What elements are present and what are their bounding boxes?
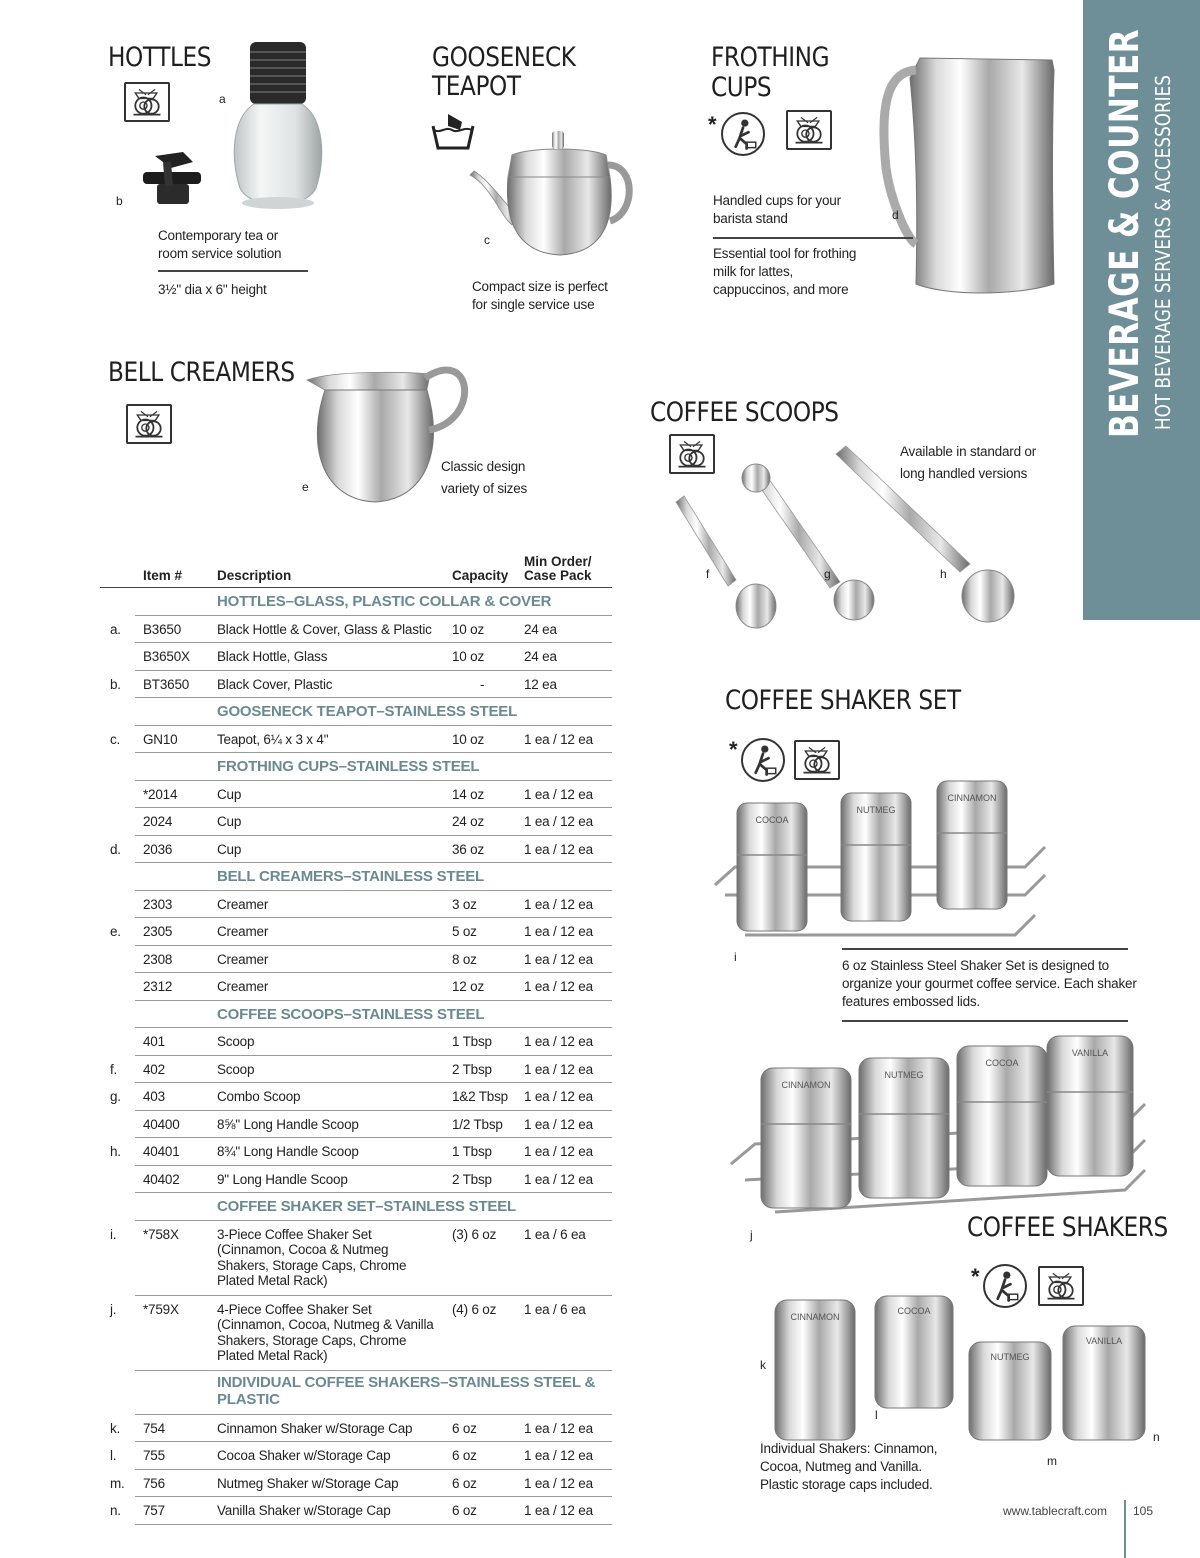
row-description: Cup: [217, 786, 242, 802]
coffee-scoops-image: [670, 440, 1040, 650]
shaker-set-rule-top: [842, 948, 1128, 950]
shaker-label-2: COCOA: [897, 1306, 931, 1316]
row-letter: i.: [110, 1226, 117, 1242]
col-capacity: Capacity: [452, 568, 509, 583]
banner-subtitle: HOT BEVERAGE SERVERS & ACCESSORIES: [1151, 75, 1175, 430]
row-capacity: 10 oz: [452, 731, 485, 747]
table-row: [110, 616, 612, 644]
shaker-label-3: NUTMEG: [990, 1352, 1030, 1362]
row-min-order: 24 ea: [524, 621, 557, 637]
set4-label-1: CINNAMON: [781, 1080, 831, 1090]
row-item-number: 2036: [143, 841, 173, 857]
coffee-shakers-image: [765, 1290, 1155, 1450]
shaker-set-rule-bottom: [842, 1020, 1128, 1022]
table-row: [135, 1166, 612, 1194]
row-letter: d.: [110, 841, 121, 857]
row-item-number: 755: [143, 1448, 165, 1463]
row-capacity: 1 Tbsp: [452, 1034, 492, 1049]
row-capacity: 6 oz: [452, 1420, 477, 1436]
shaker-label-4: VANILLA: [1085, 1336, 1123, 1346]
table-row: [135, 973, 612, 1001]
table-row: [135, 643, 612, 671]
item-letter-j: j: [750, 1228, 753, 1242]
shaker-label-1: CINNAMON: [790, 1312, 840, 1322]
row-description: Combo Scoop: [217, 1089, 301, 1104]
row-min-order: 1 ea / 12 ea: [524, 731, 593, 747]
table-row: [110, 1296, 612, 1371]
row-capacity: 10 oz: [452, 649, 485, 664]
item-letter-l: l: [875, 1408, 878, 1422]
set3-label-3: CINNAMON: [947, 793, 997, 803]
row-capacity: (4) 6 oz: [452, 1301, 497, 1317]
table-section-title: BELL CREAMERS–STAINLESS STEEL: [135, 863, 612, 891]
row-capacity: -: [480, 676, 485, 692]
set3-label-2: NUTMEG: [856, 805, 896, 815]
row-item-number: B3650: [143, 621, 182, 637]
footer-url[interactable]: www.tablecraft.com: [1003, 1504, 1108, 1518]
row-min-order: 1 ea / 6 ea: [524, 1301, 586, 1317]
item-letter-a: a: [219, 92, 226, 106]
hottle-image: [228, 38, 328, 218]
row-min-order: 1 ea / 12 ea: [524, 841, 593, 857]
table-row: [135, 946, 612, 974]
table-section-title: HOTTLES–GLASS, PLASTIC COLLAR & COVER: [135, 588, 612, 616]
row-min-order: 1 ea / 12 ea: [524, 1089, 593, 1104]
row-capacity: 6 oz: [452, 1448, 477, 1463]
item-letter-c: c: [484, 233, 490, 247]
row-description: Creamer: [217, 951, 269, 967]
row-min-order: 1 ea / 12 ea: [524, 1503, 593, 1518]
table-row: [135, 1028, 612, 1056]
row-min-order: 1 ea / 12 ea: [524, 1475, 593, 1491]
table-row: [110, 1083, 612, 1111]
row-item-number: *2014: [143, 786, 178, 802]
row-description: Cup: [217, 841, 242, 857]
row-capacity: 5 oz: [452, 924, 477, 939]
row-description: Vanilla Shaker w/Storage Cap: [217, 1503, 391, 1518]
row-item-number: GN10: [143, 731, 178, 747]
col-item: Item #: [143, 568, 183, 583]
spec-table: [100, 548, 612, 1525]
asterisk-note: *: [708, 112, 717, 137]
row-capacity: 12 oz: [452, 979, 485, 994]
row-description: 8¾" Long Handle Scoop: [217, 1144, 359, 1159]
footer-divider: [1124, 1500, 1126, 1558]
row-description: 4-Piece Coffee Shaker Set (Cinnamon, Cocoa, Nutmeg & Vanilla Shakers, Storage Caps, Chrome Plated Metal Rack): [217, 1301, 434, 1363]
row-item-number: 2308: [143, 951, 173, 967]
row-capacity: 1/2 Tbsp: [452, 1116, 503, 1132]
table-section-title: INDIVIDUAL COFFEE SHAKERS–STAINLESS STEEL & PLASTIC: [135, 1371, 612, 1415]
row-capacity: 8 oz: [452, 951, 477, 967]
row-description: Cup: [217, 814, 242, 829]
row-item-number: 2303: [143, 896, 173, 912]
shaker-set-caption: 6 oz Stainless Steel Shaker Set is designed to organize your gourmet coffee service. Each shaker features embossed lids.: [842, 958, 1137, 1009]
row-capacity: 36 oz: [452, 841, 485, 857]
table-body: [100, 588, 612, 1525]
row-description: 8⅝" Long Handle Scoop: [217, 1116, 359, 1132]
row-min-order: 1 ea / 12 ea: [524, 896, 593, 912]
row-capacity: 3 oz: [452, 896, 477, 912]
row-capacity: 1 Tbsp: [452, 1144, 492, 1159]
row-description: 9" Long Handle Scoop: [217, 1171, 348, 1187]
bell-creamers-heading: BELL CREAMERS: [108, 357, 295, 388]
table-section-title: COFFEE SHAKER SET–STAINLESS STEEL: [135, 1193, 612, 1221]
dishwasher-safe-icon: [794, 740, 840, 780]
shaker-set-4-image: [725, 1030, 1155, 1220]
frothing-cup-image: [876, 48, 1061, 298]
row-description: Cinnamon Shaker w/Storage Cap: [217, 1420, 413, 1436]
row-min-order: 1 ea / 6 ea: [524, 1226, 586, 1242]
row-item-number: 2312: [143, 979, 173, 994]
item-letter-b: b: [116, 194, 123, 208]
col-description: Description: [217, 568, 292, 583]
asterisk-note: *: [729, 737, 738, 762]
hand-wash-recommended-icon: [721, 112, 765, 156]
row-letter: j.: [110, 1301, 117, 1317]
row-item-number: 757: [143, 1503, 165, 1518]
row-description: Cocoa Shaker w/Storage Cap: [217, 1448, 391, 1463]
row-capacity: 6 oz: [452, 1475, 477, 1491]
table-row: [110, 1138, 612, 1166]
row-description: Black Cover, Plastic: [217, 676, 333, 692]
banner-title: BEVERAGE & COUNTER: [1102, 28, 1148, 438]
row-letter: m.: [110, 1475, 125, 1491]
set4-label-2: NUTMEG: [884, 1070, 924, 1080]
teapot-heading-line2: TEAPOT: [432, 71, 521, 102]
teapot-caption: Compact size is perfect for single service use: [472, 279, 608, 312]
row-letter: f.: [110, 1061, 118, 1077]
table-row: [135, 781, 612, 809]
row-item-number: *758X: [143, 1226, 179, 1242]
row-min-order: 1 ea / 12 ea: [524, 1144, 593, 1159]
hottles-rule: [158, 270, 308, 272]
table-section-title: FROTHING CUPS–STAINLESS STEEL: [135, 753, 612, 781]
row-min-order: 1 ea / 12 ea: [524, 951, 593, 967]
item-letter-n: n: [1153, 1430, 1160, 1444]
table-row: [110, 726, 612, 754]
dishwasher-safe-icon: [126, 404, 172, 444]
row-capacity: 2 Tbsp: [452, 1061, 492, 1077]
row-description: Creamer: [217, 979, 269, 994]
row-description: 3-Piece Coffee Shaker Set (Cinnamon, Cocoa & Nutmeg Shakers, Storage Caps, Chrome Plated Metal Rack): [217, 1226, 407, 1288]
coffee-shaker-set-heading: COFFEE SHAKER SET: [725, 685, 961, 716]
row-capacity: 1&2 Tbsp: [452, 1089, 508, 1104]
bell-creamers-caption: Classic design variety of sizes: [441, 459, 528, 496]
hottles-dimensions: 3½" dia x 6" height: [158, 282, 267, 297]
hottles-caption: Contemporary tea or room service solution: [158, 228, 282, 261]
table-row: [110, 1470, 612, 1498]
row-description: Black Hottle, Glass: [217, 649, 328, 664]
side-banner: [1083, 0, 1200, 620]
asterisk-note: *: [971, 1264, 980, 1289]
frothing-caption-2: Essential tool for frothing milk for lattes, cappuccinos, and more: [713, 246, 857, 297]
row-description: Scoop: [217, 1061, 255, 1077]
table-row: [135, 1111, 612, 1139]
row-min-order: 1 ea / 12 ea: [524, 979, 593, 994]
row-min-order: 1 ea / 12 ea: [524, 1448, 593, 1463]
hottles-heading: HOTTLES: [108, 42, 212, 73]
coffee-shakers-heading: COFFEE SHAKERS: [967, 1212, 1168, 1243]
row-letter: a.: [110, 621, 121, 637]
row-min-order: 1 ea / 12 ea: [524, 1420, 593, 1436]
row-description: Creamer: [217, 924, 269, 939]
dishwasher-safe-icon: [786, 110, 832, 150]
row-min-order: 24 ea: [524, 649, 557, 664]
table-row: [135, 891, 612, 919]
table-row: [110, 671, 612, 699]
table-row: [110, 918, 612, 946]
row-item-number: 40402: [143, 1171, 180, 1187]
row-item-number: 40400: [143, 1116, 180, 1132]
row-item-number: 401: [143, 1034, 165, 1049]
row-item-number: B3650X: [143, 649, 190, 664]
coffee-scoops-heading: COFFEE SCOOPS: [650, 397, 839, 428]
set3-label-1: COCOA: [755, 815, 789, 825]
table-header: [100, 548, 612, 588]
col-min-line1: Min Order/: [524, 554, 592, 569]
row-item-number: *759X: [143, 1301, 179, 1317]
item-letter-k: k: [760, 1358, 766, 1372]
row-item-number: 2305: [143, 924, 173, 939]
hottle-cover-image: [133, 150, 208, 210]
side-banner-text: [1083, 0, 1200, 620]
item-letter-g: g: [824, 567, 831, 581]
row-min-order: 1 ea / 12 ea: [524, 1061, 593, 1077]
row-capacity: 6 oz: [452, 1503, 477, 1518]
table-row: [110, 1415, 612, 1443]
row-min-order: 12 ea: [524, 676, 557, 692]
frothing-heading-line1: FROTHING: [711, 42, 830, 73]
frothing-heading-line2: CUPS: [711, 72, 772, 103]
row-min-order: 1 ea / 12 ea: [524, 1116, 593, 1132]
row-item-number: 40401: [143, 1144, 180, 1159]
shaker-set-3-image: [705, 775, 1055, 950]
table-row: [110, 836, 612, 864]
frothing-rule: [713, 237, 913, 239]
row-item-number: 403: [143, 1089, 165, 1104]
table-row: [110, 1442, 612, 1470]
table-row: [110, 1497, 612, 1525]
row-capacity: 2 Tbsp: [452, 1171, 492, 1187]
row-description: Black Hottle & Cover, Glass & Plastic: [217, 621, 432, 637]
row-min-order: 1 ea / 12 ea: [524, 924, 593, 939]
item-letter-e: e: [302, 480, 309, 494]
row-letter: b.: [110, 676, 121, 692]
row-description: Creamer: [217, 896, 269, 912]
row-item-number: 402: [143, 1061, 165, 1077]
item-letter-h: h: [940, 567, 947, 581]
row-min-order: 1 ea / 12 ea: [524, 786, 593, 802]
row-letter: c.: [110, 731, 121, 747]
row-letter: k.: [110, 1420, 121, 1436]
table-row: [110, 1221, 612, 1296]
row-capacity: 14 oz: [452, 786, 485, 802]
set4-label-3: COCOA: [985, 1058, 1019, 1068]
coffee-shakers-caption: Individual Shakers: Cinnamon, Cocoa, Nutmeg and Vanilla. Plastic storage caps included.: [760, 1441, 938, 1492]
row-letter: l.: [110, 1448, 117, 1463]
row-letter: n.: [110, 1503, 121, 1518]
row-letter: e.: [110, 924, 121, 939]
set4-label-4: VANILLA: [1071, 1048, 1109, 1058]
col-min-line2: Case Pack: [524, 568, 592, 583]
row-item-number: 2024: [143, 814, 173, 829]
item-letter-f: f: [706, 567, 710, 581]
item-letter-d: d: [892, 208, 899, 222]
frothing-caption-1: Handled cups for your barista stand: [713, 193, 841, 226]
row-min-order: 1 ea / 12 ea: [524, 1171, 593, 1187]
item-letter-m: m: [1047, 1454, 1057, 1468]
row-capacity: 10 oz: [452, 621, 485, 637]
row-description: Teapot, 6¼ x 3 x 4": [217, 731, 329, 747]
row-letter: g.: [110, 1089, 121, 1104]
teapot-heading-line1: GOOSENECK: [432, 42, 576, 73]
row-item-number: BT3650: [143, 676, 190, 692]
table-row: [135, 808, 612, 836]
row-item-number: 754: [143, 1420, 165, 1436]
table-row: [110, 1056, 612, 1084]
row-min-order: 1 ea / 12 ea: [524, 814, 593, 829]
row-capacity: (3) 6 oz: [452, 1226, 497, 1242]
row-capacity: 24 oz: [452, 814, 485, 829]
dishwasher-safe-icon: [124, 82, 170, 122]
table-section-title: GOOSENECK TEAPOT–STAINLESS STEEL: [135, 698, 612, 726]
row-min-order: 1 ea / 12 ea: [524, 1034, 593, 1049]
coffee-scoops-caption: Available in standard or long handled versions: [900, 444, 1037, 481]
row-description: Nutmeg Shaker w/Storage Cap: [217, 1475, 399, 1491]
table-section-title: COFFEE SCOOPS–STAINLESS STEEL: [135, 1001, 612, 1029]
page-number: 105: [1133, 1504, 1154, 1518]
row-description: Scoop: [217, 1034, 255, 1049]
item-letter-i: i: [734, 950, 737, 964]
row-item-number: 756: [143, 1475, 165, 1491]
row-letter: h.: [110, 1144, 121, 1159]
